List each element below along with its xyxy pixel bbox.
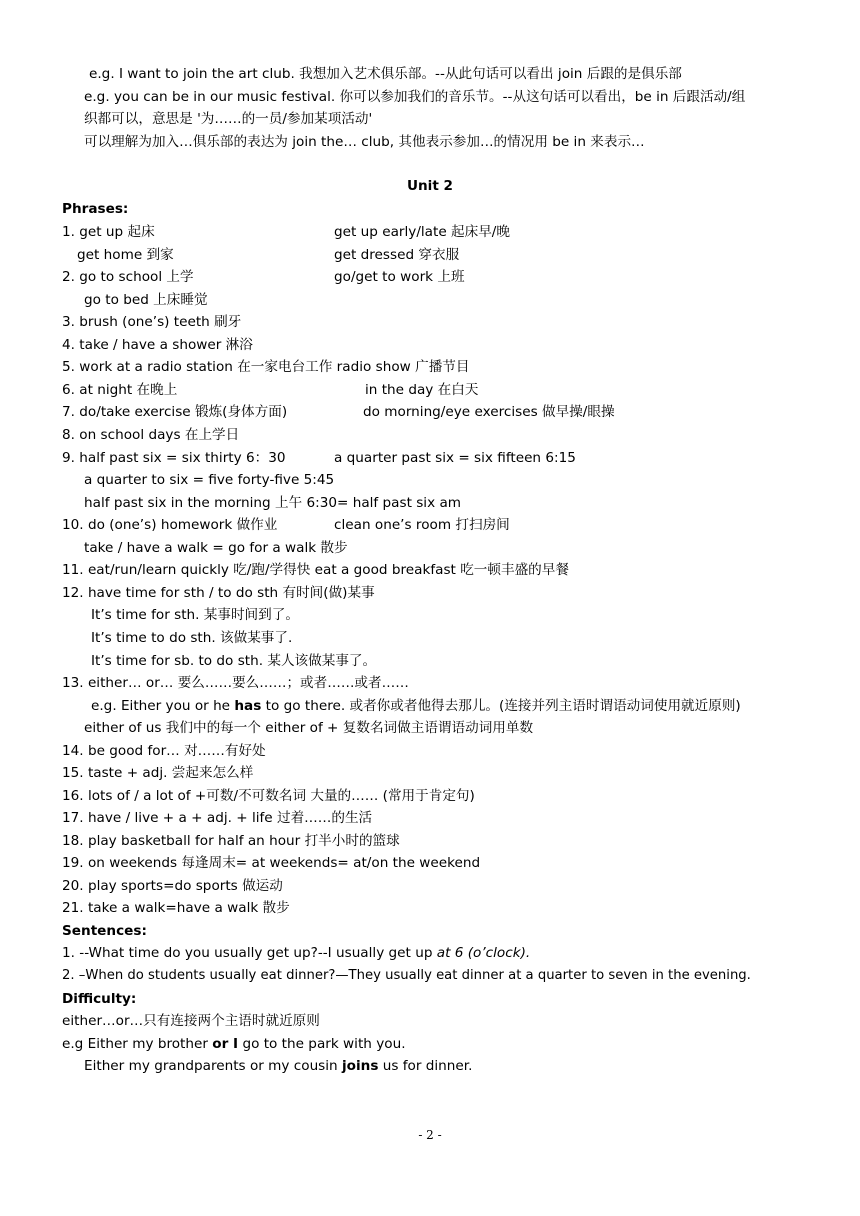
phrase-13-example	[91, 697, 741, 715]
phrase-3: 3. brush (one’s) teeth 刷牙	[62, 314, 242, 330]
difficulty-example-2-bold: joins	[341, 1058, 379, 1074]
phrase-10-b: clean one’s room 打扫房间	[334, 517, 510, 533]
phrase-6-b: in the day 在白天	[365, 382, 479, 398]
sentence-1-text: 1. --What time do you usually get up?--I usually get up	[62, 945, 437, 961]
phrase-18: 18. play basketball for half an hour 打半小时的篮球	[62, 833, 400, 849]
phrase-9-c: a quarter to six = five forty-five 5:45	[84, 472, 335, 488]
intro-line-3: 织都可以，意思是 '为……的一员/参加某项活动'	[84, 111, 373, 127]
phrase-12-a: It’s time for sth. 某事时间到了。	[91, 607, 299, 623]
phrase-1-b: get up early/late 起床早/晚	[334, 224, 510, 240]
phrase-2-a: 2. go to school 上学	[62, 269, 194, 285]
phrase-9-d: half past six in the morning 上午 6:30= half past six am	[84, 495, 462, 511]
phrase-21: 21. take a walk=have a walk 散步	[62, 900, 290, 916]
sentence-1	[62, 944, 530, 962]
difficulty-example-2-pre: Either my grandparents or my cousin	[84, 1058, 342, 1074]
phrase-9-b: a quarter past six = six fifteen 6:15	[334, 450, 576, 466]
phrase-13-example-pre: e.g. Either you or he	[91, 698, 235, 714]
phrase-8: 8. on school days 在上学日	[62, 427, 240, 443]
phrase-13-example-post: to go there. 或者你或者他得去那儿。(连接并列主语时谓语动词使用就近原则)	[261, 698, 741, 714]
difficulty-example-1	[62, 1035, 406, 1053]
difficulty-example-1-bold: or I	[212, 1036, 239, 1052]
difficulty-example-1-post: go to the park with you.	[238, 1036, 406, 1052]
intro-line-2: e.g. you can be in our music festival. 你可以参加我们的音乐节。--从这句话可以看出，be in 后跟活动/组	[84, 89, 746, 105]
phrase-4: 4. take / have a shower 淋浴	[62, 337, 253, 353]
phrase-15: 15. taste + adj. 尝起来怎么样	[62, 765, 254, 781]
phrase-7-b: do morning/eye exercises 做早操/眼操	[363, 404, 615, 420]
sentence-2: 2. –When do students usually eat dinner?—They usually eat dinner at a quarter to seven in the evening.	[62, 968, 751, 983]
phrase-14: 14. be good for… 对……有好处	[62, 743, 266, 759]
phrase-20: 20. play sports=do sports 做运动	[62, 878, 283, 894]
phrase-1-a: 1. get up 起床	[62, 224, 155, 240]
difficulty-line-1: either…or…只有连接两个主语时就近原则	[62, 1013, 320, 1029]
phrase-13: 13. either… or… 要么……要么……；或者……或者……	[62, 675, 409, 691]
phrase-2-b: go/get to work 上班	[334, 269, 465, 285]
phrase-12-c: It’s time for sb. to do sth. 某人该做某事了。	[91, 653, 377, 669]
phrase-12-b: It’s time to do sth. 该做某事了.	[91, 630, 293, 646]
intro-line-1: e.g. I want to join the art club. 我想加入艺术俱乐部。--从此句话可以看出 join 后跟的是俱乐部	[89, 66, 682, 82]
sentences-heading: Sentences:	[62, 923, 147, 939]
phrase-5: 5. work at a radio station 在一家电台工作 radio show 广播节目	[62, 359, 470, 375]
phrase-2-c: go to bed 上床睡觉	[84, 292, 208, 308]
phrase-1-d: get dressed 穿衣服	[334, 247, 460, 263]
phrase-10-c: take / have a walk = go for a walk 散步	[84, 540, 348, 556]
intro-line-4: 可以理解为加入…俱乐部的表达为 join the… club, 其他表示参加…的情况用 be in 来表示…	[84, 134, 645, 150]
phrase-19: 19. on weekends 每逢周末= at weekends= at/on the weekend	[62, 855, 481, 871]
page-number: - 2 -	[418, 1128, 442, 1142]
phrases-heading: Phrases:	[62, 201, 129, 217]
phrase-17: 17. have / live + a + adj. + life 过着……的生活	[62, 810, 373, 826]
phrase-9-a: 9. half past six = six thirty 6：30	[62, 450, 286, 466]
phrase-10-a: 10. do (one’s) homework 做作业	[62, 517, 278, 533]
difficulty-example-2-post: us for dinner.	[378, 1058, 473, 1074]
unit-title: Unit 2	[406, 178, 454, 194]
phrase-6-a: 6. at night 在晚上	[62, 382, 178, 398]
difficulty-heading: Difficulty:	[62, 991, 137, 1007]
phrase-12: 12. have time for sth / to do sth 有时间(做)某事	[62, 585, 375, 601]
phrase-16: 16. lots of / a lot of +可数/不可数名词 大量的…… (常用于肯定句)	[62, 788, 475, 804]
difficulty-example-2	[84, 1057, 472, 1075]
difficulty-example-1-pre: e.g Either my brother	[62, 1036, 213, 1052]
phrase-1-c: get home 到家	[77, 247, 174, 263]
phrase-13-example-bold: has	[234, 698, 262, 714]
phrase-11: 11. eat/run/learn quickly 吃/跑/学得快 eat a good breakfast 吃一顿丰盛的早餐	[62, 562, 569, 578]
sentence-1-italic: at 6 (o’clock).	[436, 945, 531, 961]
phrase-7-a: 7. do/take exercise 锻炼(身体方面)	[62, 404, 288, 420]
phrase-13-b: either of us 我们中的每一个 either of + 复数名词做主语谓语动词用单数	[84, 720, 534, 736]
